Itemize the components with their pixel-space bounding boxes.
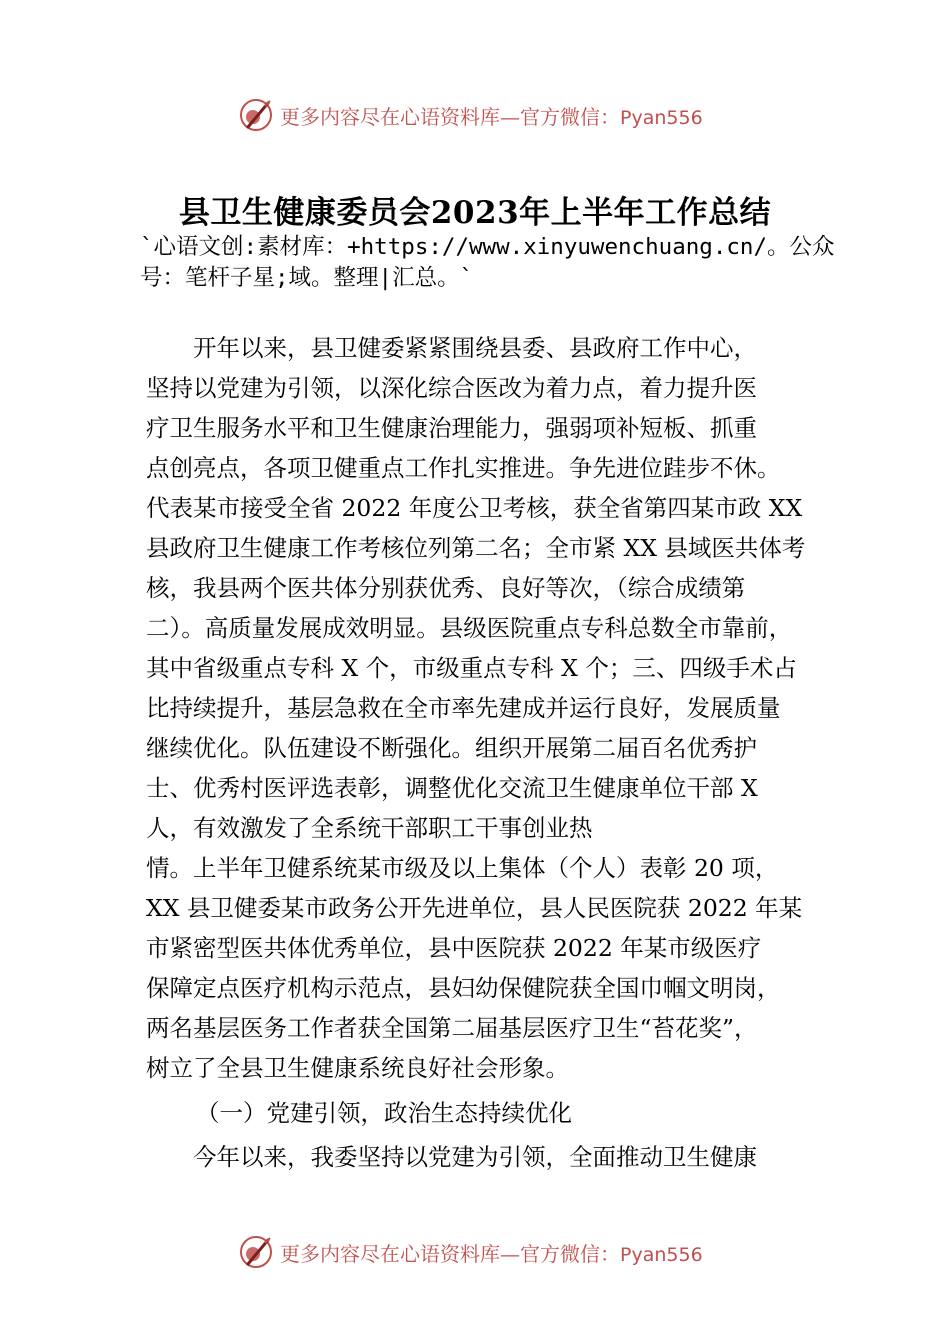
body-paragraph-2: 今年以来，我委坚持以党建为引领，全面推动卫生健康 bbox=[146, 1143, 757, 1171]
footer-watermark-banner bbox=[238, 1232, 758, 1272]
brush-logo-icon bbox=[238, 97, 274, 133]
wechat-id: Pyan556 bbox=[620, 1243, 703, 1266]
body-paragraph-1: 开年以来，县卫健委紧紧围绕县委、县政府工作中心， 坚持以党建为引领，以深化综合医改为着力点，着力提升医 疗卫生服务水平和卫生健康治理能力，强弱项补短板、抓重 点创亮点，各项卫健重点工作扎实推进。争先进位跬步不休。 代表某市接受全省 2022 年度公卫考核，获全省第四某市政 XX 县政府卫生健康工作考核位列第二名；全市紧 XX 县域医共体考 核，我县两个医共体分别获优秀、良好等次，（综合成绩第 二）。高质量发展成效明显。县级医院重点专科总数全市靠前， 其中省级重点专科 X 个，市级重点专科 X 个；三、四级手术占 比持续提升，基层急救在全市率先建成并运行良好，发展质量 继续优化。队伍建设不断强化。组织开展第二届百名优秀护 士、优秀村医评选表彰，调整优化交流卫生健康单位干部 X 人，有效激发了全系统干部职工干事创业热 情。上半年卫健系统某市级及以上集体（个人）表彰 20 项， XX 县卫健委某市政务公开先进单位，县人民医院获 2022 年某 市紧密型医共体优秀单位，县中医院获 2022 年某市级医疗 保障定点医疗机构示范点，县妇幼保健院获全国巾帼文明岗， 两名基层医务工作者获全国第二届基层医疗卫生“苔花奖”， 树立了全县卫生健康系统良好社会形象。 bbox=[146, 334, 806, 1082]
wechat-id: Pyan556 bbox=[620, 106, 703, 129]
banner-text: 更多内容尽在心语资料库—官方微信：Pyan556 bbox=[280, 104, 703, 129]
header-watermark-banner bbox=[238, 95, 758, 135]
banner-text: 更多内容尽在心语资料库—官方微信：Pyan556 bbox=[280, 1241, 703, 1266]
document-title: 县卫生健康委员会2023年上半年工作总结 bbox=[178, 195, 772, 231]
section-heading-1: （一）党建引领，政治生态持续优化 bbox=[196, 1099, 572, 1127]
source-note: `心语文创:素材库：+https://www.xinyuwenchuang.cn/。公众号：笔杆子星;域。整理|汇总。` bbox=[140, 234, 835, 291]
brush-logo-icon bbox=[238, 1234, 274, 1270]
